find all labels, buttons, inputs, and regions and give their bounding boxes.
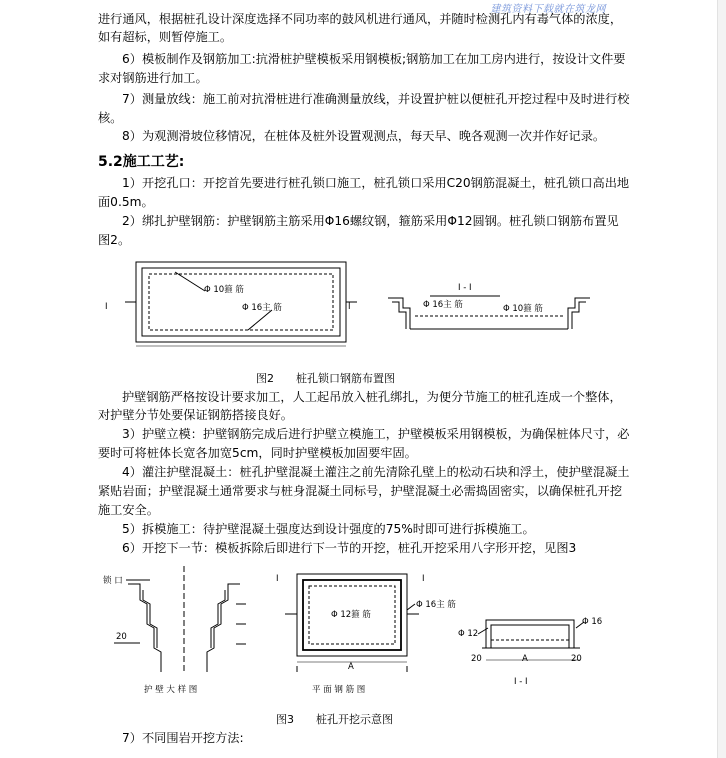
fig3-plan-mark-left: I: [276, 574, 279, 584]
fig2-stirrup-label: Φ 10箍 筋: [204, 285, 244, 295]
figure-3-caption: 图3 桩孔开挖示意图: [276, 713, 393, 726]
fig2-section-stirrup-label: Φ 10箍 筋: [503, 304, 543, 314]
fig3-section-dim-a: A: [522, 654, 528, 664]
para-2-line-2: 求对钢筋进行加工。: [98, 71, 208, 85]
step-4-line-3: 施工安全。: [98, 503, 159, 517]
fig2-section-mark-right: I: [348, 302, 351, 312]
para-4: 8）为观测滑坡位移情况，在桩体及桩外设置观测点，每天早、晚各观测一次并作好记录。: [122, 129, 606, 143]
step-7: 7）不同围岩开挖方法:: [122, 731, 244, 745]
step-2-line-2: 图2。: [98, 233, 131, 247]
step-1-line-2: 面0.5m。: [98, 195, 154, 209]
fig3-main-bar-label: Φ 16主 筋: [416, 600, 456, 610]
fig3-plan-mark-right: I: [422, 574, 425, 584]
step-5: 5）拆模施工：待护壁混凝土强度达到设计强度的75%时即可进行拆模施工。: [122, 522, 535, 536]
step-3-line-1: 3）护壁立模：护壁钢筋完成后进行护壁立模施工，护壁模板采用钢模板，为确保桩体尺寸，必: [122, 427, 630, 441]
section-title: 5.2施工工艺:: [98, 154, 185, 170]
para-3-line-1: 7）测量放线：施工前对抗滑桩进行准确测量放线，并设置护桩以便桩孔开挖过程中及时进行校: [122, 92, 630, 106]
figure-2-caption: 图2 桩孔锁口钢筋布置图: [256, 372, 395, 385]
para-2-line-1: 6）模板制作及钢筋加工:抗滑桩护壁模板采用钢模板;钢筋加工在加工房内进行，按设计文件要: [122, 52, 626, 66]
fig2-section-mark-left: I: [105, 302, 108, 312]
step-2-line-1: 2）绑扎护壁钢筋：护壁钢筋主筋采用Φ16螺纹钢，箍筋采用Φ12圆钢。桩孔锁口钢筋布置见: [122, 214, 619, 228]
fig3-detail-caption: 护 壁 大 样 图: [144, 685, 198, 695]
para-1-line-2: 如有超标，则暂停施工。: [98, 30, 233, 44]
fig3-section-title: I - I: [514, 677, 528, 687]
step-4-line-2: 紧贴岩面；护壁混凝土通常要求与桩身混凝土同标号，护壁混凝土必需捣固密实，以确保桩孔开挖: [98, 484, 623, 498]
step-2b-line-2: 对护壁分节处要保证钢筋搭接良好。: [98, 408, 293, 422]
fig2-section-main-label: Φ 16主 筋: [423, 300, 463, 310]
fig3-dim-20: 20: [116, 632, 127, 642]
fig3-section-dia12: Φ 12: [458, 629, 479, 639]
fig3-section-dim-right: 20: [571, 654, 582, 664]
fig2-main-bar-label: Φ 16主 筋: [242, 303, 282, 313]
para-1-line-1: 进行通风，根据桩孔设计深度选择不同功率的鼓风机进行通风，并随时检测孔内有毒气体的浓度，: [98, 12, 623, 26]
step-4-line-1: 4）灌注护壁混凝土：桩孔护壁混凝土灌注之前先清除孔壁上的松动石块和浮土，使护壁混凝土: [122, 465, 630, 479]
fig3-section-dim-left: 20: [471, 654, 482, 664]
step-3-line-2: 要时可将桩体长宽各加宽5cm，同时护壁模板加固要牢固。: [98, 446, 417, 460]
fig3-stirrup-label: Φ 12箍 筋: [331, 610, 371, 620]
para-3-line-2: 核。: [98, 111, 123, 125]
scrollbar[interactable]: [717, 0, 726, 758]
fig3-plan-dim-a: A: [348, 662, 354, 672]
fig3-plan-caption: 平 面 钢 筋 图: [312, 685, 366, 695]
fig3-lock-label: 锁 口: [103, 576, 123, 586]
step-2b-line-1: 护壁钢筋严格按设计要求加工，人工起吊放入桩孔绑扎，为便分节施工的桩孔连成一个整体，: [122, 390, 622, 404]
fig2-section-title: I - I: [458, 283, 472, 293]
watermark: 建筑资料下载就在筑龙网: [490, 4, 606, 15]
fig3-section-dia16: Φ 16: [582, 617, 603, 627]
step-1-line-1: 1）开挖孔口：开挖首先要进行桩孔锁口施工，桩孔锁口采用C20钢筋混凝土，桩孔锁口高出地: [122, 176, 630, 190]
step-6: 6）开挖下一节：模板拆除后即进行下一节的开挖，桩孔开挖采用八字形开挖，见图3: [122, 541, 577, 555]
